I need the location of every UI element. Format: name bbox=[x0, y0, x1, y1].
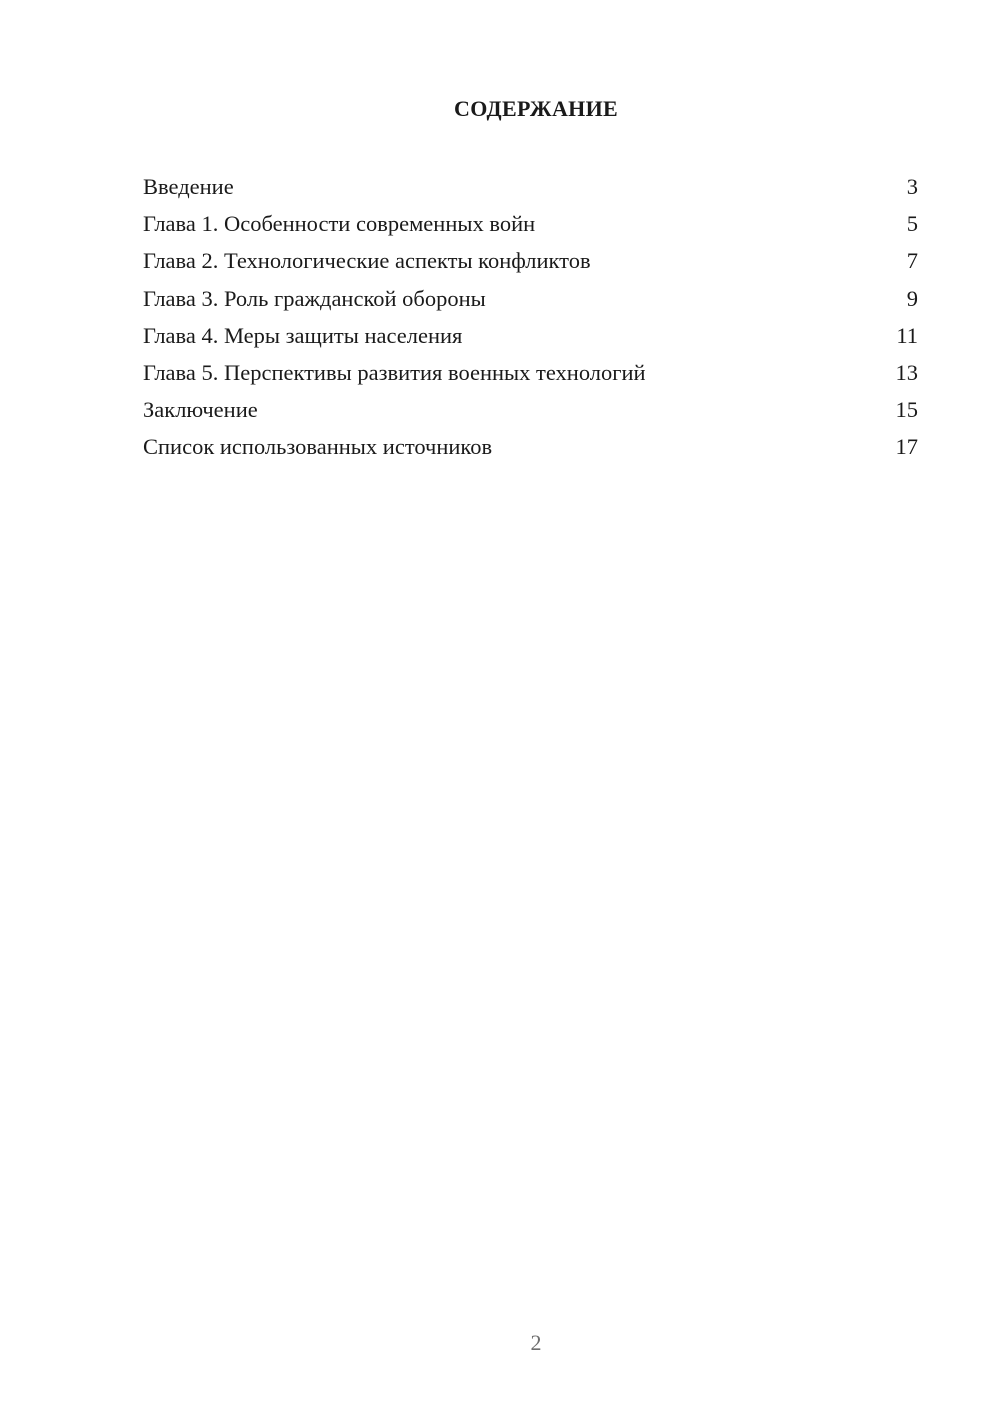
toc-entry-title: Глава 4. Меры защиты населения bbox=[143, 322, 463, 348]
toc-entry-chapter-2 bbox=[143, 242, 918, 279]
toc-entry-title: Глава 1. Особенности современных войн bbox=[143, 211, 536, 237]
toc-entry-title: Глава 3. Роль гражданской обороны bbox=[143, 285, 486, 311]
toc-entry-title: Заключение bbox=[143, 397, 258, 423]
toc-entry-chapter-4 bbox=[143, 317, 918, 354]
toc-entry-page: 3 bbox=[906, 174, 918, 199]
toc-entry-title: Список использованных источников bbox=[143, 434, 493, 460]
toc-entry-page: 15 bbox=[895, 397, 918, 423]
toc-entry-chapter-1 bbox=[143, 205, 918, 242]
toc-entry-page: 9 bbox=[906, 285, 918, 311]
toc-entry-chapter-3 bbox=[143, 280, 918, 317]
toc-entry-page: 13 bbox=[895, 359, 918, 385]
toc-entry-page: 11 bbox=[896, 322, 918, 348]
toc-entry-title: Глава 2. Технологические аспекты конфликтов bbox=[143, 248, 591, 274]
toc-entry-conclusion bbox=[143, 391, 918, 428]
table-of-contents bbox=[143, 168, 918, 466]
toc-entry-page: 7 bbox=[906, 248, 918, 274]
toc-entry-title: Глава 5. Перспективы развития военных технологий bbox=[143, 359, 646, 385]
toc-entry-page: 5 bbox=[906, 211, 918, 237]
toc-entry-page: 17 bbox=[895, 434, 918, 460]
page-number: 2 bbox=[530, 1330, 542, 1355]
toc-entry-introduction bbox=[143, 168, 918, 205]
toc-entry-references bbox=[143, 428, 918, 465]
page-title: СОДЕРЖАНИЕ bbox=[454, 96, 618, 121]
toc-entry-title: Введение bbox=[143, 174, 234, 199]
toc-entry-chapter-5 bbox=[143, 354, 918, 391]
